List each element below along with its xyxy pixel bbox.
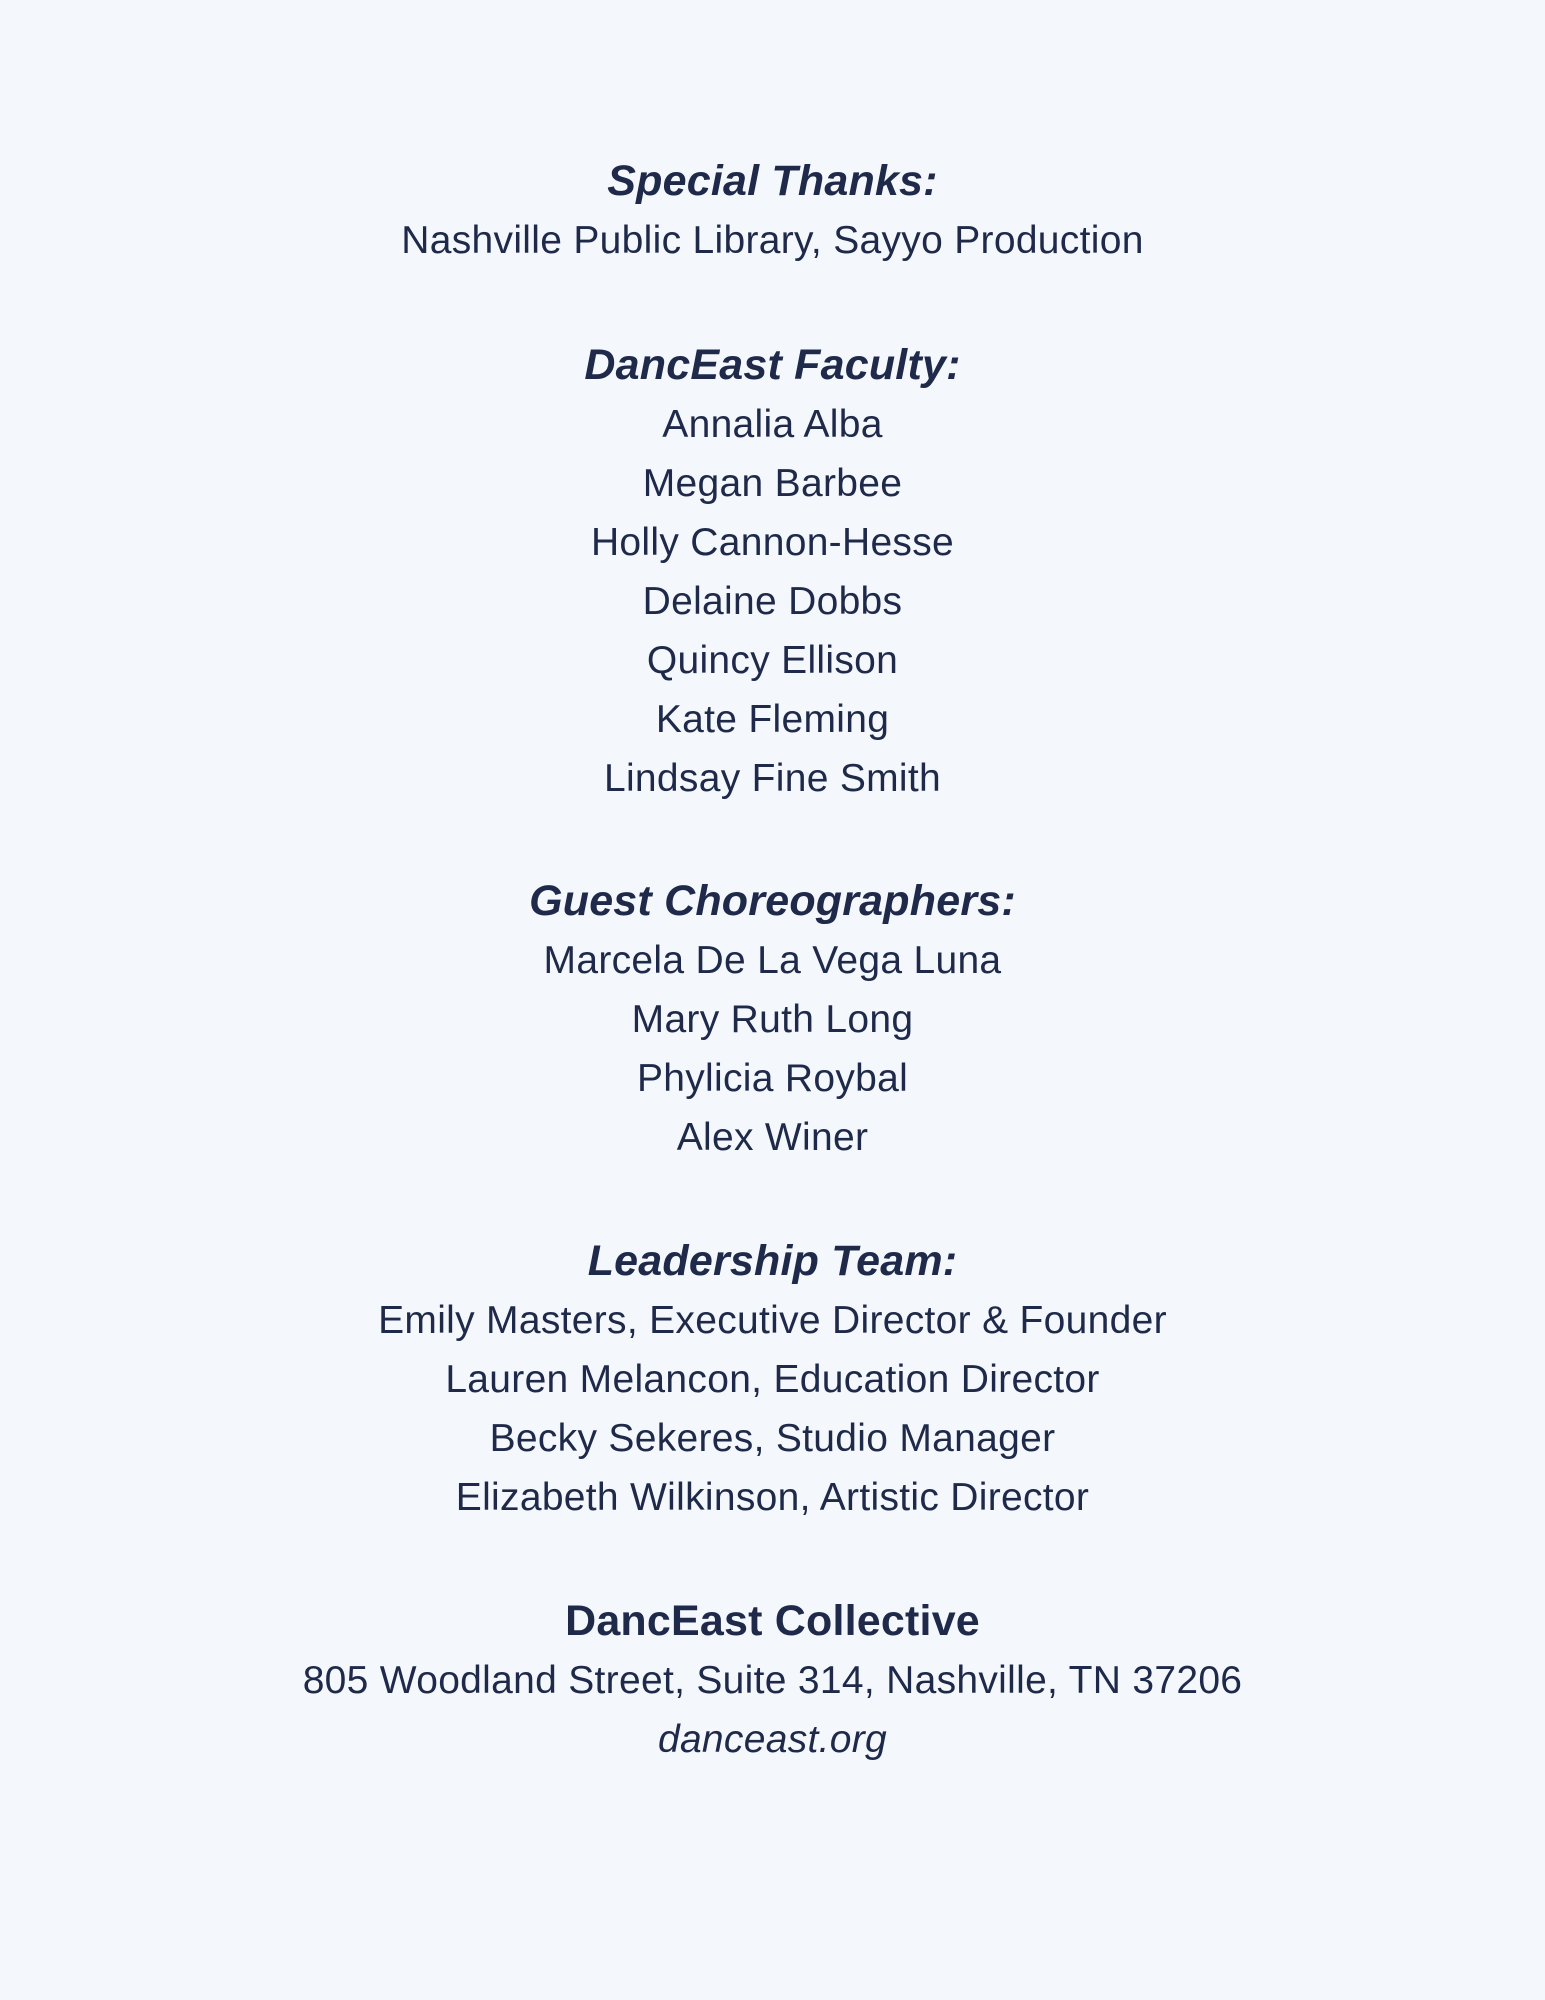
guest-choreographers-section	[0, 872, 1545, 1167]
guest-choreographer: Alex Winer	[676, 1116, 869, 1159]
faculty-section	[0, 336, 1545, 808]
faculty-member: Annalia Alba	[662, 403, 883, 446]
faculty-heading: DancEast Faculty:	[584, 341, 961, 389]
guest-choreographers-heading: Guest Choreographers:	[529, 877, 1016, 925]
guest-choreographer: Marcela De La Vega Luna	[543, 939, 1002, 982]
leadership-member: Becky Sekeres, Studio Manager	[489, 1417, 1056, 1460]
leadership-member: Lauren Melancon, Education Director	[445, 1358, 1100, 1401]
faculty-member: Lindsay Fine Smith	[603, 757, 942, 800]
faculty-member: Megan Barbee	[642, 462, 903, 505]
special-thanks-section	[0, 152, 1545, 270]
faculty-member: Quincy Ellison	[646, 639, 899, 682]
guest-choreographer: Phylicia Roybal	[636, 1057, 909, 1100]
organization-name: DancEast Collective	[565, 1597, 980, 1645]
leadership-member: Emily Masters, Executive Director & Founder	[378, 1299, 1167, 1342]
guest-choreographer: Mary Ruth Long	[631, 998, 914, 1041]
faculty-member: Delaine Dobbs	[642, 580, 903, 623]
organization-website: danceast.org	[657, 1718, 888, 1761]
special-thanks-text: Nashville Public Library, Sayyo Production	[401, 219, 1144, 262]
leadership-member: Elizabeth Wilkinson, Artistic Director	[455, 1476, 1090, 1519]
special-thanks-heading: Special Thanks:	[607, 157, 938, 205]
organization-address: 805 Woodland Street, Suite 314, Nashville, TN 37206	[302, 1659, 1243, 1702]
faculty-member: Holly Cannon-Hesse	[590, 521, 955, 564]
organization-section	[0, 1592, 1545, 1769]
faculty-member: Kate Fleming	[655, 698, 890, 741]
leadership-section	[0, 1232, 1545, 1527]
leadership-heading: Leadership Team:	[587, 1237, 958, 1285]
